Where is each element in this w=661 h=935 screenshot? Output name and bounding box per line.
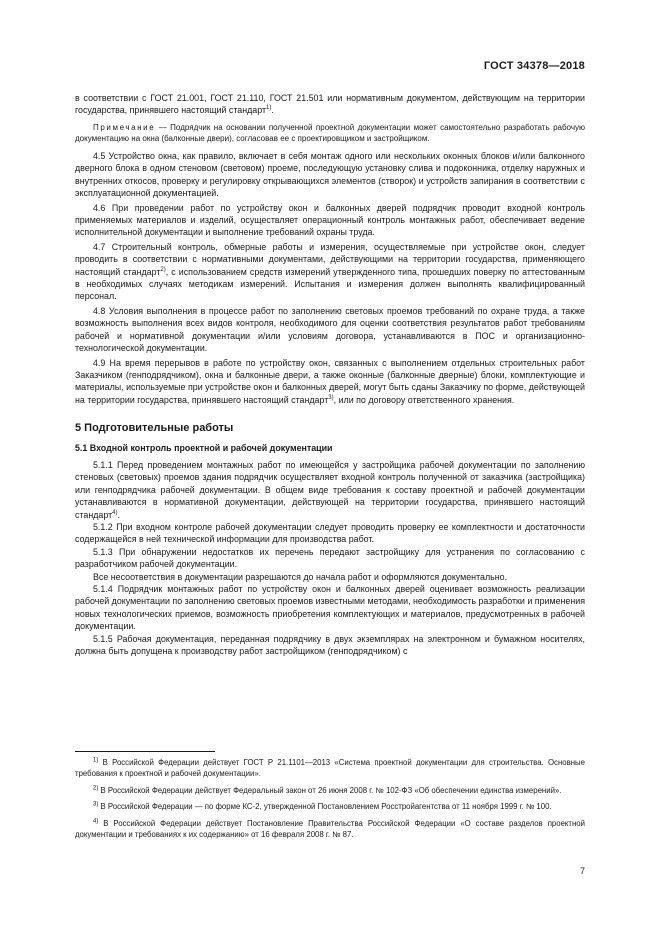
footnote-mark: 2) [93,785,99,791]
subsection-5-1-heading: 5.1 Входной контроль проектной и рабочей документации [75,442,333,453]
paragraph-4-7: 4.7 Строительный контроль, обмерные работы и измерения, осуществляемые при устройстве окон, следует проводить в соответствии с нормативными документами, действующими на территории государства, применяющего настоящий стандарт$^{2)}$, с использованием средств измерений утвержденного типа, прошедших поверку по аттестованным в необходимых случаях методикам измерений. Испытания и измерения должен выполнять квалифицированный персонал. [75,241,586,302]
paragraph-4-9: 4.9 На время перерывов в работе по устройству окон, связанных с выполнением отдельных строительных работ Заказчиком (генподрядчиком), окна и балконные двери, а также оконные (балконные дверные) блоки, комплектующие и материалы, используемые при устройстве окон и балконных дверей, могут быть сданы Заказчику по форме, действующей на территории государства, принявшего настоящий стандарт$^{3)}$, или по договору ответственного хранения. [75,357,585,405]
footnote-mark: 3) [93,801,99,808]
note-label: Примечание [93,122,156,132]
section-5-heading: 5 Подготовительные работы [75,422,234,435]
footnote-2 [75,786,585,797]
footnote-mark: 4) [93,818,99,825]
intro-paragraph: в соответствии с ГОСТ 21.001, ГОСТ 21.110, ГОСТ 21.501 или нормативным документом, действующим на территории государства, принявшего настоящий стандарт$^{1)}$. [75,93,585,116]
footnote-ref-3[interactable]: 3) [328,394,334,401]
footnote-ref-2[interactable]: 2) [160,266,166,273]
paragraph-5-1-4: 5.1.4 Подрядчик монтажных работ по устройству окон и балконных дверей оценивает возможность реализации рабочей документации по заполнению световых проемов известными методами, необходимость разработки и применения новых технологических приемов, возможность приобретения комплектующих и материалов, предусмотренных в рабочей документации. [75,584,586,632]
paragraph-discrepancies: Все несоответствия в документации разрешаются до начала работ и оформляются документально. [93,571,508,582]
paragraph-4-5: 4.5 Устройство окна, как правило, включает в себя монтаж одного или нескольких оконных блоков и/или балконного дверного блока в одном стеновом (световом) проеме, последующую установку слива и подоконника, отделку наружных и внутренних откосов, проверку и регулировку открывающихся элементов (створок) и устройств запирания в соответствии с эксплуатационной документацией. [75,151,585,199]
page-number: 7 [579,866,585,876]
footnote-3 [75,802,585,813]
footnote-ref-4[interactable]: 4) [112,509,118,516]
paragraph-5-1-2: 5.1.2 При входном контроле рабочей документации следует проводить проверку ее комплектности и достаточности содержащейся в ней технической информации для производства работ. [75,521,585,545]
footnote-text: В Российской Федерации действует Постановление Правительства Российской Федерации «О составе разделов проектной документации и требованиях к их содержанию» от 16 февраля 2008 г. № 87. [75,819,585,839]
paragraph-5-1-3: 5.1.3 При обнаружении недостатков их перечень передают застройщику для устранения по согласованию с разработчиком рабочей документации. [75,546,585,570]
footnotes [75,758,585,847]
footnote-mark: 1) [93,757,99,764]
footnote-text: В Российской Федерации действует Федеральный закон от 26 июня 2008 г. № 102-ФЗ «Об обеспечении единства измерений». [98,785,562,795]
paragraph-5-1-1: 5.1.1 Перед проведением монтажных работ по имеющейся у застройщика рабочей документации по заполнению стеновых (световых) проемов здания подрядчик осуществляет входной контроль полученной от заказчика (застройщика) или генподрядчика рабочей документации. В общем виде требования к составу проектной и рабочей документации устанавливаются в нормативной документации, действующей на территории государства, принявшего настоящий стандарт$^{4)}$. [75,459,585,520]
main-text [75,92,585,657]
note-text: — Подрядчик на основании полученной проектной документации может самостоятельно разработать рабочую документацию на окна (балконные двери), согласовав ее с проектировщиком и застройщиком. [75,122,585,144]
footnote-ref-1[interactable]: 1) [266,105,272,112]
paragraph-4-8: 4.8 Условия выполнения в процессе работ по заполнению световых проемов требований по охране труда, а также возможность выполнения всех видов контроля, необходимого для оценки соответствия результатов работ требованиям рабочей и нормативной документации и/или условиям договора, устанавливаются в ПОС и организационно-технологической документации. [75,305,585,354]
footnote-4 [75,819,585,841]
paragraph-5-1-5: 5.1.5 Рабочая документация, переданная подрядчику в двух экземплярах на электронном и бумажном носителях, должна быть допущена к производству работ застройщиком (генподрядчиком) с [75,633,585,657]
paragraph-4-6: 4.6 При проведении работ по устройству окон и балконных дверей подрядчик проводит входной контроль применяемых материалов и изделий, осуществляет операционный контроль монтажных работ, обеспечивает ведение исполнительной документации и выполнение требований охраны труда. [75,202,585,238]
standard-header: ГОСТ 34378—2018 [483,60,585,72]
footnote-text: В Российской Федерации — по форме КС-2, утвержденной Постановлением Росстройагентства от 11 ноября 1999 г. № 100. [98,802,552,812]
footnote-1 [75,758,585,780]
footnote-text: В Российской Федерации действует ГОСТ Р 21.1101—2013 «Система проектной документации для строительства. Основные требования к проектной и рабочей документации». [75,758,585,778]
footnote-divider [75,751,215,752]
note-paragraph [75,122,585,145]
